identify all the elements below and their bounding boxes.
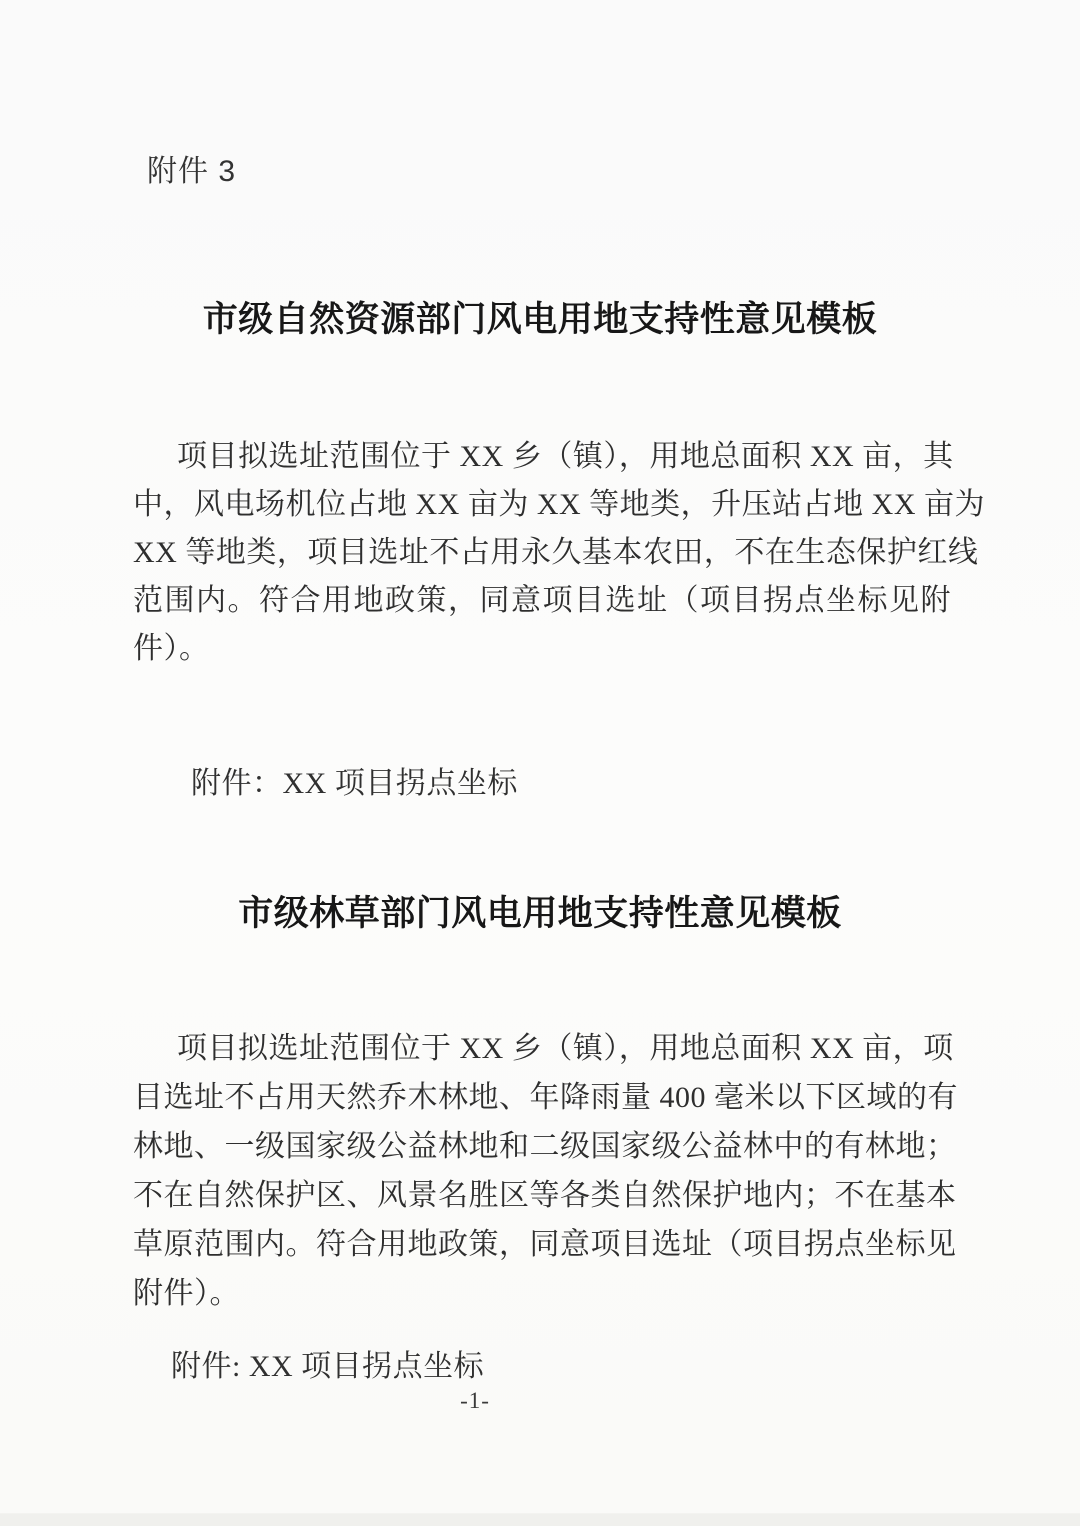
section1-attachment-note: 附件：XX 项目拐点坐标 [191, 767, 518, 800]
paragraph-line: 件）。 [133, 632, 210, 665]
paragraph-line: 目选址不占用天然乔木林地、年降雨量 400 毫米以下区域的有 [133, 1081, 958, 1114]
attachment-number-label: 附件 3 [147, 155, 237, 188]
section1-title: 市级自然资源部门风电用地支持性意见模板 [202, 300, 878, 339]
paragraph-line: 附件）。 [133, 1277, 240, 1310]
section2-title: 市级林草部门风电用地支持性意见模板 [238, 894, 842, 933]
section2-attachment-note: 附件: XX 项目拐点坐标 [171, 1350, 485, 1383]
paragraph-line: 项目拟选址范围位于 XX 乡（镇），用地总面积 XX 亩，其 [177, 440, 954, 473]
page-number: -1- [460, 1388, 490, 1413]
paragraph-line: 林地、一级国家级公益林地和二级国家级公益林中的有林地； [133, 1130, 957, 1163]
paragraph-line: XX 等地类，项目选址不占用永久基本农田，不在生态保护红线 [133, 536, 979, 569]
section1-paragraph [133, 433, 985, 673]
paragraph-line: 项目拟选址范围位于 XX 乡（镇），用地总面积 XX 亩，项 [177, 1032, 954, 1065]
scan-bottom-edge [0, 1513, 1080, 1526]
paragraph-line: 草原范围内。符合用地政策，同意项目选址（项目拐点坐标见 [133, 1228, 957, 1261]
paragraph-line: 不在自然保护区、风景名胜区等各类自然保护地内；不在基本 [133, 1179, 957, 1212]
paragraph-line: 范围内。符合用地政策，同意项目选址（项目拐点坐标见附 [133, 584, 951, 617]
section2-paragraph [133, 1024, 958, 1318]
paragraph-line: 中，风电场机位占地 XX 亩为 XX 等地类，升压站占地 XX 亩为 [133, 488, 985, 521]
